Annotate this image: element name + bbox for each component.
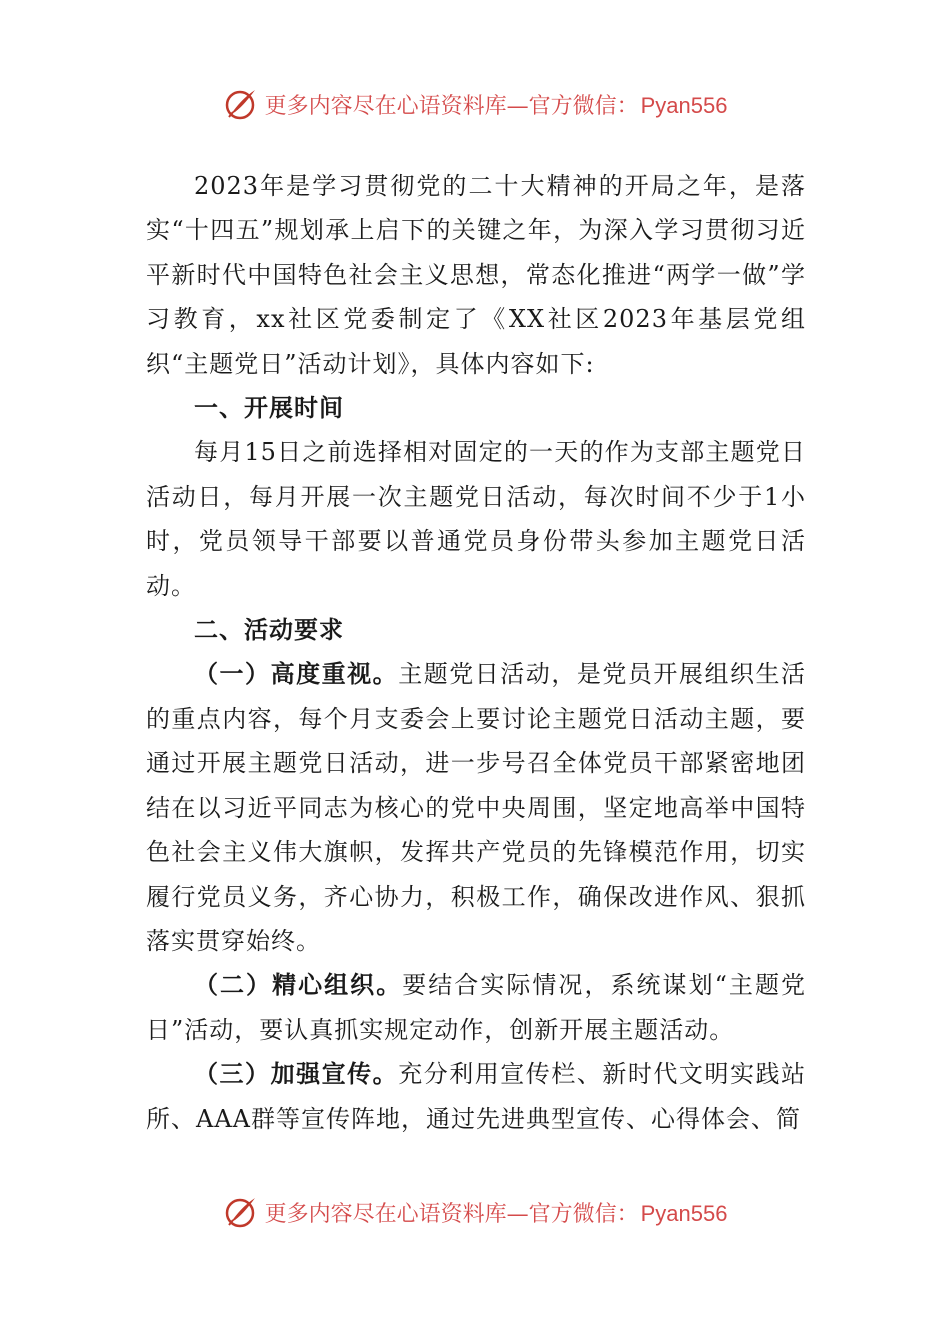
item-1-lead: （一）高度重视。	[194, 659, 399, 689]
quill-logo-icon	[223, 86, 259, 122]
header-watermark	[0, 84, 950, 124]
wechat-id: Pyan556	[640, 92, 728, 118]
item-2-paragraph	[146, 963, 806, 1052]
item-3-body: 充分利用宣传栏、新时代文明实践站所、AAA群等宣传阵地，通过先进典型宣传、心得体会、简	[146, 1060, 807, 1133]
section-2-heading: 二、活动要求	[194, 615, 344, 645]
watermark-text: 更多内容尽在心语资料库—官方微信：Pyan556	[264, 1200, 728, 1227]
item-2-lead: （二）精心组织。	[194, 970, 403, 1000]
section-1-paragraph: 每月15日之前选择相对固定的一天的作为支部主题党日活动日，每月开展一次主题党日活动，每次时间不少于1小时，党员领导干部要以普通党员身份带头参加主题党日活动。	[146, 438, 806, 600]
section-1-heading: 一、开展时间	[194, 393, 344, 423]
item-3-paragraph	[146, 1052, 806, 1141]
item-1-paragraph	[146, 652, 806, 963]
document-body	[146, 164, 806, 1141]
item-3-lead: （三）加强宣传。	[194, 1059, 399, 1089]
item-1-body: 主题党日活动，是党员开展组织生活的重点内容，每个月支委会上要讨论主题党日活动主题，要通过开展主题党日活动，进一步号召全体党员干部紧密地团结在以习近平同志为核心的党中央周围，坚定地高举中国特色社会主义伟大旗帜，发挥共产党员的先锋模范作用，切实履行党员义务，齐心协力，积极工作，确保改进作风、狠抓落实贯穿始终。	[146, 660, 807, 955]
footer-watermark	[0, 1192, 950, 1232]
wechat-id: Pyan556	[640, 1200, 728, 1226]
watermark-text: 更多内容尽在心语资料库—官方微信：Pyan556	[264, 92, 728, 119]
quill-logo-icon	[223, 1194, 259, 1230]
item-2-body: 要结合实际情况，系统谋划“主题党日”活动，要认真抓实规定动作，创新开展主题活动。	[146, 971, 806, 1044]
intro-paragraph: 2023年是学习贯彻党的二十大精神的开局之年，是落实“十四五”规划承上启下的关键之年，为深入学习贯彻习近平新时代中国特色社会主义思想，常态化推进“两学一做”学习教育，xx社区党委制定了《XX社区2023年基层党组织“主题党日”活动计划》，具体内容如下:	[146, 172, 806, 378]
